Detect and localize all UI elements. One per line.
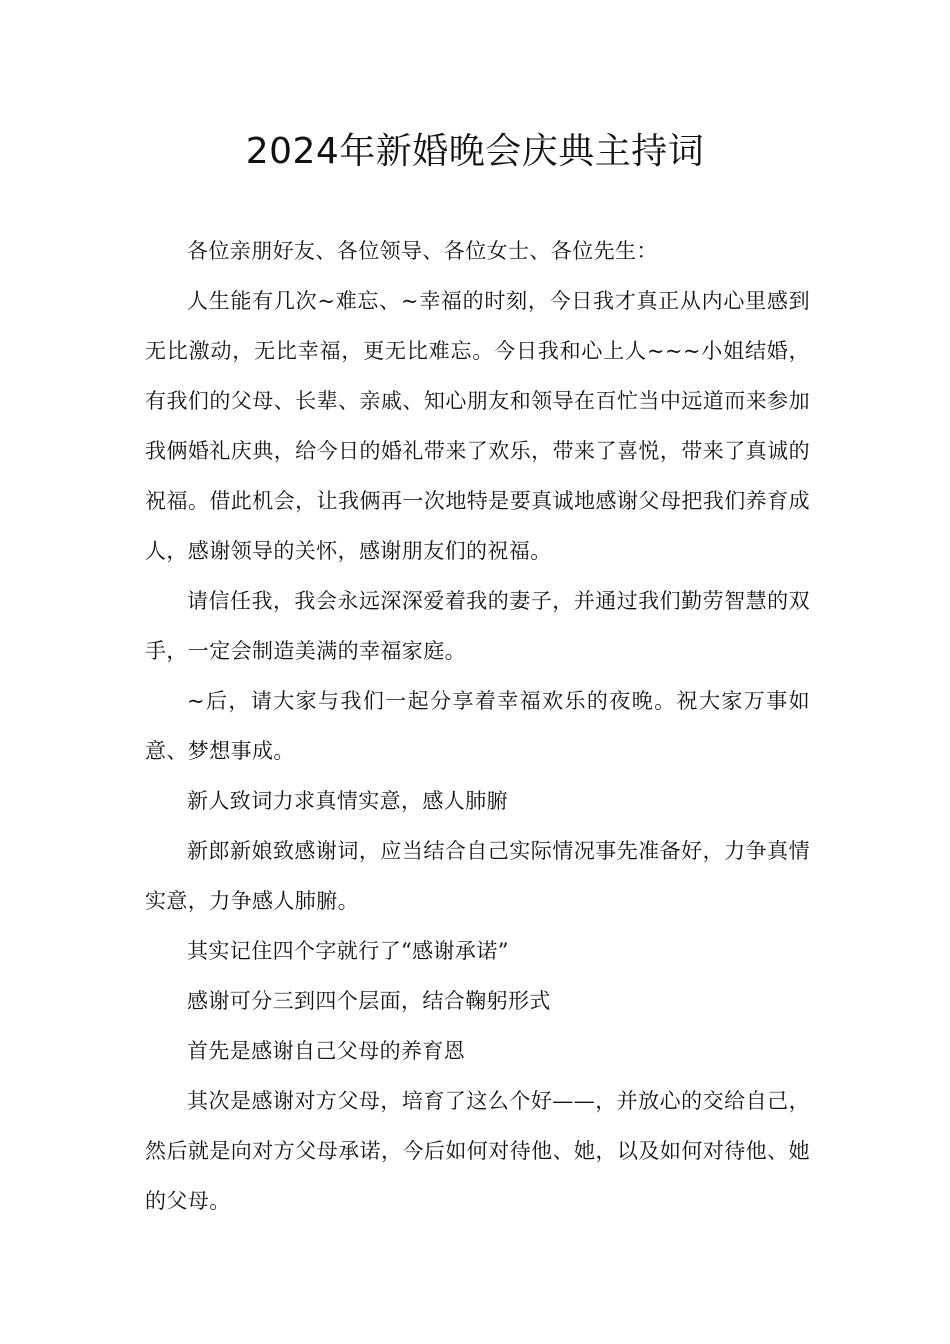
paragraph-second-thanks: 其次是感谢对方父母，培育了这么个好——，并放心的交给自己，然后就是向对方父母承诺，今后如何对待他、她，以及如何对待他、她的父母。 [145,1089,810,1213]
paragraph-promise: 请信任我，我会永远深深爱着我的妻子，并通过我们勤劳智慧的双手，一定会制造美满的幸福家庭。 [145,589,810,663]
paragraph-gratitude: 人生能有几次~难忘、~幸福的时刻，今日我才真正从内心里感到无比激动，无比幸福，更无比难忘。今日我和心上人~~~小姐结婚，有我们的父母、长辈、亲戚、知心朋友和领导在百忙当中远道而来参加我俩婚礼庆典，给今日的婚礼带来了欢乐，带来了喜悦，带来了真诚的祝福。借此机会，让我俩再一次地特是要真诚地感谢父母把我们养育成人，感谢领导的关怀，感谢朋友们的祝福。 [145,289,810,563]
paragraph-tip-detail: 新郎新娘致感谢词，应当结合自己实际情况事先准备好，力争真情实意，力争感人肺腑。 [145,839,810,913]
document-title: 2024年新婚晚会庆典主持词 [245,131,705,172]
paragraph-closing: ~后，请大家与我们一起分享着幸福欢乐的夜晚。祝大家万事如意、梦想事成。 [145,689,810,763]
paragraph-tip-heading: 新人致词力求真情实意，感人肺腑 [187,789,508,813]
paragraph-greeting: 各位亲朋好友、各位领导、各位女士、各位先生： [187,239,658,263]
document-body [145,226,810,1226]
paragraph-thanks-levels: 感谢可分三到四个层面，结合鞠躬形式 [187,989,551,1013]
paragraph-key-words: 其实记住四个字就行了“感谢承诺” [187,939,509,963]
paragraph-first-thanks: 首先是感谢自己父母的养育恩 [187,1039,466,1063]
